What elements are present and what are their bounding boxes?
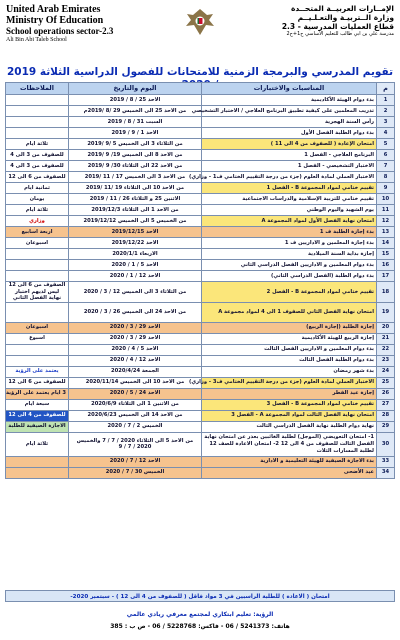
- table-row: [6, 194, 395, 205]
- row-number: 9: [377, 183, 395, 194]
- row-event: بدء شهر رمضان: [202, 366, 377, 377]
- row-date: من الاحد 14 الى الخميس 2020/6/23: [69, 410, 202, 421]
- row-number: 22: [377, 344, 395, 355]
- row-event: بدء دوام الطلبة الفصل الثالث: [202, 355, 377, 366]
- row-notes: ثلاثة ايام: [6, 205, 69, 216]
- header-ar-line4: مدرسة علي بن ابي طالب للتعليم الأساسي ح1+ح2: [286, 31, 394, 37]
- table-row: [6, 172, 395, 183]
- row-date: من الاحد 10 الى الخميس 2020/11/14: [69, 377, 202, 388]
- row-number: 29: [377, 421, 395, 432]
- row-number: 10: [377, 194, 395, 205]
- row-notes: للصفوف من 4 الى 12: [6, 410, 69, 421]
- row-event: تقييم ختامي لمواد المجموعة B - الفصل 2: [202, 282, 377, 303]
- row-date: من الاثنين 1 الى الثلاثاء 2020/6/9: [69, 399, 202, 410]
- row-event: بدء إجازة المعلمين و الاداريين ف 1: [202, 238, 377, 249]
- row-number: 33: [377, 456, 395, 467]
- row-number: 4: [377, 128, 395, 139]
- table-row: [6, 421, 395, 432]
- row-event: تقييم ختامي للتربية الإسلامية والدراسات الاجتماعية: [202, 194, 377, 205]
- row-number: 13: [377, 227, 395, 238]
- row-date: من الاحد 22 الى الثلاثاء 30/ 9 /2019: [69, 161, 202, 172]
- col-header-notes: الملاحظات: [6, 83, 69, 95]
- table-row: [6, 117, 395, 128]
- table-row: [6, 183, 395, 194]
- row-notes: [6, 467, 69, 478]
- table-row: [6, 388, 395, 399]
- row-number: 2: [377, 106, 395, 117]
- row-notes: [6, 260, 69, 271]
- row-event: يوم الشهيد واليوم الوطني: [202, 205, 377, 216]
- header-en-line1: United Arab Emirates: [6, 4, 101, 15]
- row-date: الاحد 1 / 9 / 2019: [69, 128, 202, 139]
- row-event: تقييم ختامي لمواد المجموعة B - الفصل 3: [202, 399, 377, 410]
- row-number: 25: [377, 377, 395, 388]
- row-date: من الاحد 8 الى الخميس 19/ 9 /2019: [69, 150, 202, 161]
- table-row: [6, 271, 395, 282]
- row-event: نهاية دوام الطلبة نهاية الفصل الدراسي الثالث: [202, 421, 377, 432]
- row-number: 30: [377, 432, 395, 456]
- row-notes: 3 ايام يعتمد على الرؤية: [6, 388, 69, 399]
- row-number: 27: [377, 399, 395, 410]
- table-row: [6, 150, 395, 161]
- row-number: 24: [377, 366, 395, 377]
- row-number: 7: [377, 161, 395, 172]
- row-notes: ثلاثة ايام: [6, 432, 69, 456]
- row-notes: [6, 456, 69, 467]
- row-date: الخميس 2 / 7 / 2020: [69, 421, 202, 432]
- table-row: [6, 249, 395, 260]
- row-date: من الاحد 25 الى الخميس 29 /8 /2019م: [69, 106, 202, 117]
- row-notes: [6, 344, 69, 355]
- header-en-line4: Ali Bin Abi Taleb School: [6, 37, 67, 43]
- row-notes: ثمانية ايام: [6, 183, 69, 194]
- table-row: [6, 95, 395, 106]
- row-date: الاحد 2019/12/22: [69, 238, 202, 249]
- row-number: 23: [377, 355, 395, 366]
- row-number: 34: [377, 467, 395, 478]
- row-notes: اربعة اسابيع: [6, 227, 69, 238]
- row-notes: اسبوعان: [6, 238, 69, 249]
- row-notes: [6, 95, 69, 106]
- row-event: عيد الأضحى: [202, 467, 377, 478]
- table-row: [6, 322, 395, 333]
- row-number: 19: [377, 302, 395, 322]
- col-header-number: م: [377, 83, 395, 95]
- row-date: من الاحد 3 الى الخميس 17 / 11 /2019: [69, 172, 202, 183]
- row-event: إجازة الربيع للهيئة الأكاديمية: [202, 333, 377, 344]
- row-number: 6: [377, 150, 395, 161]
- row-notes: [6, 106, 69, 117]
- table-row: [6, 260, 395, 271]
- table-row: [6, 344, 395, 355]
- row-event: إجازة بداية السنة الميلادية: [202, 249, 377, 260]
- row-date: الاحد 5 / 4 / 2020: [69, 344, 202, 355]
- row-number: 16: [377, 260, 395, 271]
- row-date: السبت 31 / 8 / 2019: [69, 117, 202, 128]
- header-ar-line2: وزارة الــتربيـة والتعـلـيــم: [297, 13, 394, 22]
- row-event: امتحان نهاية الفصل الأول لمواد المجموعة A: [202, 216, 377, 227]
- row-date: من الثلاثاء 3 الى الخميس 12 / 3 / 2020: [69, 282, 202, 303]
- table-row: [6, 410, 395, 421]
- row-notes: يعتمد على الرؤية: [6, 366, 69, 377]
- row-number: 18: [377, 282, 395, 303]
- row-event: بدء دوام المعلمين و الاداريين الفصل الدراسي الثاني: [202, 260, 377, 271]
- header-en-line2: Ministry Of Education: [6, 15, 104, 26]
- header-arabic: [254, 4, 394, 38]
- row-number: 26: [377, 388, 395, 399]
- page-title: تقويم المدرسي والبرمجة الزمنية للامتحانات للفصول الدراسية الثلاثة 2019: [6, 66, 394, 78]
- row-date: الاحد 12 / 7 / 2020: [69, 456, 202, 467]
- table-row: [6, 456, 395, 467]
- row-date: من الخميس 5 الى الخميس 2019/12/12: [69, 216, 202, 227]
- table-row: [6, 161, 395, 172]
- header-ar-line3: قطاع العمليات المدرسية - 2.3: [281, 22, 394, 31]
- schedule-table: [5, 82, 395, 479]
- row-event: بدء الاجازة الصيفية للهيئة التعليمية و الادارية: [202, 456, 377, 467]
- row-date: الاحد 25 / 8 / 2019: [69, 95, 202, 106]
- row-date: الاحد 29 / 3 / 2020: [69, 322, 202, 333]
- row-number: 5: [377, 139, 395, 150]
- table-row: [6, 355, 395, 366]
- row-date: من الاحد 1 الى الثلاثاء 2019/12/3: [69, 205, 202, 216]
- row-notes: يومان: [6, 194, 69, 205]
- table-row: [6, 106, 395, 117]
- row-date: الاحد 2019/12/15: [69, 227, 202, 238]
- header-english: [6, 4, 156, 44]
- row-event: إجازة الطلبة (إجازة الربيع): [202, 322, 377, 333]
- row-event: بدء دوام المعلمين و الاداريين الفصل الثالث: [202, 344, 377, 355]
- row-notes: [6, 271, 69, 282]
- row-number: 20: [377, 322, 395, 333]
- footer-vision: الرؤية: تعليم ابتكاري لمجتمع معرفي ريادي عالمي: [126, 611, 274, 618]
- row-number: 21: [377, 333, 395, 344]
- row-notes: اسبوعان: [6, 322, 69, 333]
- uae-emblem-logo: [183, 6, 217, 38]
- row-event: بدء دوام الهيئة الأكاديمية: [202, 95, 377, 106]
- row-notes: [6, 355, 69, 366]
- table-row: [6, 432, 395, 456]
- row-date: الاحد 5 / 1 / 2020: [69, 260, 202, 271]
- table-row: [6, 282, 395, 303]
- row-number: 1: [377, 95, 395, 106]
- row-date: من الاحد 10 الى الثلاثاء 19 /11 /2019: [69, 183, 202, 194]
- row-date: من الثلاثاء 3 الى الخميس 5 /9 /2019: [69, 139, 202, 150]
- header-en-line3: School operations sector-2.3: [6, 26, 114, 36]
- row-event: بدء إجازة الطلبة ف 1: [202, 227, 377, 238]
- row-date: من الاحد 24 الى الخميس 26 / 3 / 2020: [69, 302, 202, 322]
- table-row: [6, 128, 395, 139]
- table-header-row: [6, 83, 395, 95]
- row-date: الاثنين 25 و الثلاثاء 26 / 11 / 2019: [69, 194, 202, 205]
- table-row: [6, 377, 395, 388]
- footer-note: امتحان ( الاعادة ) للطلبة الراسبين في 3 مواد فاقل ( للصفوف من 4 الى 12 ) - سبتمبر 2020-: [5, 590, 395, 602]
- row-date: الخميس 30 / 7 / 2020: [69, 467, 202, 478]
- table-row: [6, 227, 395, 238]
- row-date: الاحد 12 / 4 / 2020: [69, 355, 202, 366]
- table-row: [6, 139, 395, 150]
- row-number: 11: [377, 205, 395, 216]
- row-date: من الاحد 5 الى الثلاثاء 2020 / 7 / 7 والخميس 2020 / 7 / 9: [69, 432, 202, 456]
- row-event: الاختبار التشخيصي - الفصل 1: [202, 161, 377, 172]
- header-ar-line1: الإمــارات العربيــة المتحــدة: [291, 4, 394, 13]
- footer-contact: هاتف: 5241373 / 06 - فاكس: 5228768 / 06 - ص ب : 385: [110, 623, 290, 630]
- table-row: [6, 333, 395, 344]
- row-notes: سبعة ايام: [6, 399, 69, 410]
- row-event: الاختبار العملي لمادة العلوم (جزء من درجة التقييم الختامي ف1 - وزاري): [202, 172, 377, 183]
- row-date: الاحد 12 / 1 / 2020: [69, 271, 202, 282]
- table-row: [6, 366, 395, 377]
- row-number: 14: [377, 238, 395, 249]
- row-event: إجازة عيد الفطر: [202, 388, 377, 399]
- table-row: [6, 205, 395, 216]
- row-notes: للصفوف من 3 الى 4: [6, 161, 69, 172]
- row-number: 15: [377, 249, 395, 260]
- row-notes: ثلاثة ايام: [6, 139, 69, 150]
- row-event: البرنامج العلاجي - الفصل 1: [202, 150, 377, 161]
- row-event: تقييم ختامي لمواد المجموعة B - الفصل 1: [202, 183, 377, 194]
- table-row: [6, 467, 395, 478]
- col-header-date: اليوم والتاريخ: [69, 83, 202, 95]
- row-event: 1- امتحان التعويضي (الموجل) لطلبة الغائبين بعذر عن امتحان نهاية الفصل الثالث للصفوف من 4 الى 12 2- امتحان الاعادة للصف 12 لطلبة المسارات الثلاث: [202, 432, 377, 456]
- row-number: 12: [377, 216, 395, 227]
- row-notes: للصفوف من 3 الى 4: [6, 150, 69, 161]
- row-notes: [6, 117, 69, 128]
- table-row: [6, 216, 395, 227]
- row-number: 8: [377, 172, 395, 183]
- row-notes: الاجازة الصيفية للطلبة: [6, 421, 69, 432]
- row-event: بدء دوام الطلبة (الفصل الدراسي الثاني): [202, 271, 377, 282]
- row-notes: [6, 249, 69, 260]
- table-row: [6, 238, 395, 249]
- table-row: [6, 302, 395, 322]
- row-notes: [6, 128, 69, 139]
- col-header-event: المناسبات والاختبارات: [202, 83, 377, 95]
- row-event: بدء دوام الطلبة الفصل الأول: [202, 128, 377, 139]
- row-event: رأس السنة الهجرية: [202, 117, 377, 128]
- table-row: [6, 399, 395, 410]
- row-date: الاربعاء 2020/1/1: [69, 249, 202, 260]
- row-notes: للصفوف من 6 الى 12: [6, 377, 69, 388]
- row-notes: وزاري: [6, 216, 69, 227]
- row-number: 28: [377, 410, 395, 421]
- row-notes: [6, 302, 69, 322]
- row-date: الاحد 24 / 5 / 2020: [69, 388, 202, 399]
- row-event: تدريب المعلمين على كيفية تطبيق البرنامج العلاجي / الاختبار التشخيصي: [202, 106, 377, 117]
- row-notes: للصفوف من 6 الى 12: [6, 172, 69, 183]
- row-notes: الصفوف من 6 الى 12 ليس لديهم اختبار نهاية الفصل الثاني: [6, 282, 69, 303]
- row-number: 3: [377, 117, 395, 128]
- row-date: الجمعة 2020/4/24: [69, 366, 202, 377]
- row-event: امتحان الإعادة ( للصفوف من 4 الى 11 ): [202, 139, 377, 150]
- row-event: امتحان نهاية الفصل الثاني للصفوف 1 الى 4 لمواد مجموعة A: [202, 302, 377, 322]
- row-number: 17: [377, 271, 395, 282]
- row-date: الاحد 29 / 3 / 2020: [69, 333, 202, 344]
- row-event: الاختبار العملي لمادة العلوم (جزء من درجة التقييم الختامي ف3 - وزاري): [202, 377, 377, 388]
- row-notes: اسبوع: [6, 333, 69, 344]
- row-event: امتحان نهاية الفصل الثالث لمواد المجموعة A - الفصل 3: [202, 410, 377, 421]
